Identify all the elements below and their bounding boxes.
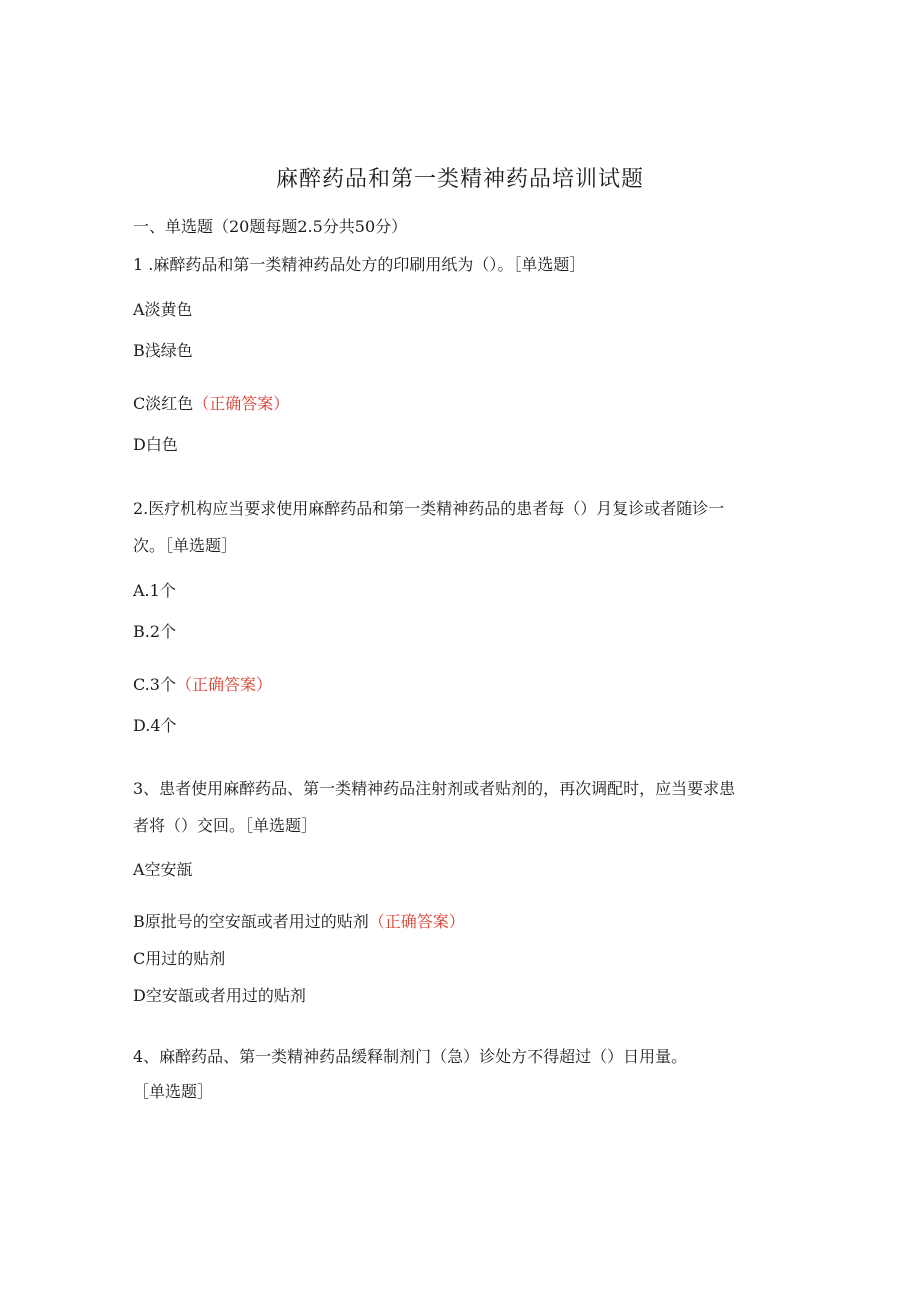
document-title: 麻醉药品和第一类精神药品培训试题 [275,167,644,192]
option-a: A空安瓿 [133,860,193,879]
question-stem: 3、患者使用麻醉药品、第一类精神药品注射剂或者贴剂的，再次调配时，应当要求患 [133,779,736,798]
option-d: D空安瓿或者用过的贴剂 [133,986,306,1005]
question-stem: 1 .麻醉药品和第一类精神药品处方的印刷用纸为（）。［单选题］ [133,255,586,274]
option-b: B浅绿色 [133,341,193,360]
option-c [133,675,272,695]
option-d: D白色 [133,435,178,454]
option-text: B原批号的空安瓿或者用过的贴剂 [133,912,369,931]
option-text: C淡红色 [133,394,194,413]
option-c: C用过的贴剂 [133,949,226,968]
option-text: C.3个 [133,675,176,694]
option-b [133,912,465,932]
option-c [133,394,289,414]
question-stem-continued: 次。［单选题］ [133,536,238,555]
correct-answer-mark: （正确答案） [175,675,272,694]
section-heading: 一、单选题（20题每题2.5分共50分） [133,217,408,236]
correct-answer-mark: （正确答案） [368,912,465,931]
question-stem: 2.医疗机构应当要求使用麻醉药品和第一类精神药品的患者每（）月复诊或者随诊一 [133,499,725,518]
correct-answer-mark: （正确答案） [193,394,290,413]
option-d: D.4个 [133,716,177,735]
option-a: A淡黄色 [133,300,193,319]
option-b: B.2个 [133,622,177,641]
question-stem-continued: 者将（）交回。［单选题］ [133,816,318,835]
question-stem-continued: ［单选题］ [133,1082,214,1101]
question-stem: 4、麻醉药品、第一类精神药品缓释制剂门（急）诊处方不得超过（）日用量。 [133,1047,688,1066]
option-a: A.1个 [133,581,176,600]
